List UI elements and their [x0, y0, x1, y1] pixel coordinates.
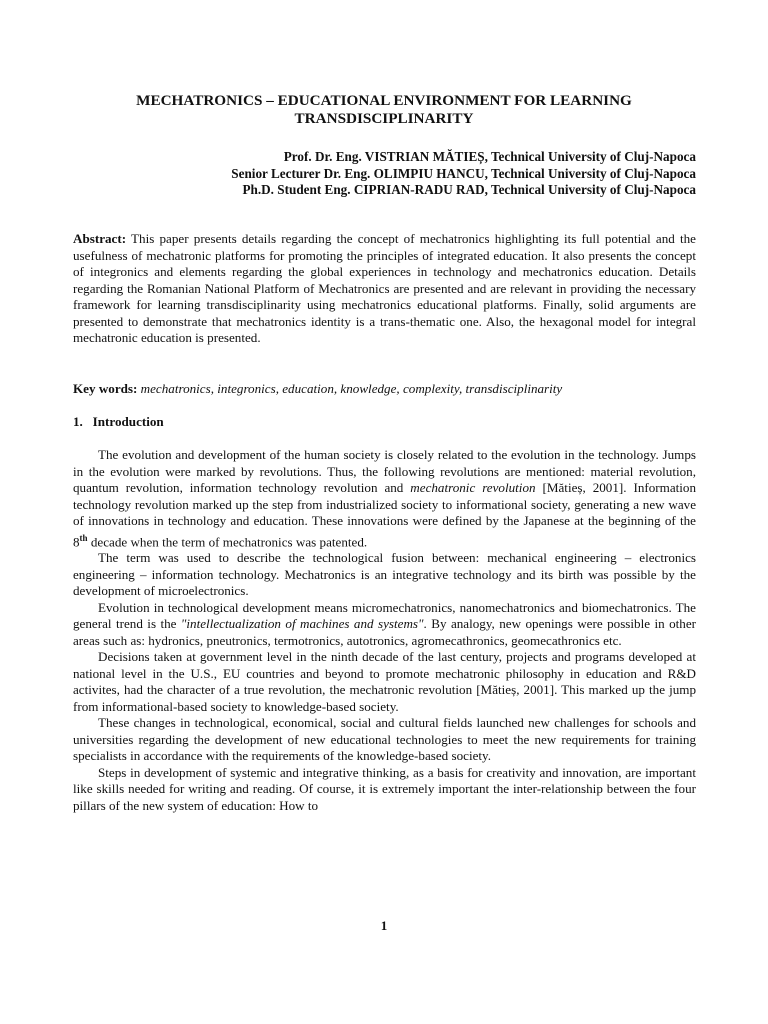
keywords-label: Key words:	[73, 381, 138, 396]
title-line-2: TRANSDISCIPLINARITY	[294, 110, 474, 127]
author-list	[231, 149, 696, 199]
paragraph-6: Steps in development of systemic and integrative thinking, as a basis for creativity and innovation, are important like skills needed for writing and reading. Of course, it is extremely important the inter-relationship between the four pillars of the new system of education: How to	[73, 764, 696, 813]
p1-italic: mechatronic revolution	[410, 480, 536, 495]
abstract-label: Abstract:	[73, 231, 127, 246]
section-heading: 1. Introduction	[73, 414, 164, 429]
title-line-1: MECHATRONICS – EDUCATIONAL ENVIRONMENT FOR LEARNING	[136, 92, 632, 109]
page-number: 1	[380, 918, 388, 933]
paragraph-5: These changes in technological, economical, social and cultural fields launched new challenges for schools and universities regarding the development of new educational technologies to meet the new requirements for training specialists in accordance with the requirements of the knowledge-based society.	[73, 715, 696, 764]
keywords	[73, 381, 696, 398]
author-3: Ph.D. Student Eng. CIPRIAN-RADU RAD, Technical University of Cluj-Napoca	[242, 182, 696, 197]
paragraph-2: The term was used to describe the technological fusion between: mechanical engineering – electronics engineering – information technology. Mechatronics is an integrative technology and its birth was possible by the development of microelectronics.	[73, 550, 696, 599]
introduction-body	[73, 447, 696, 814]
abstract	[73, 231, 696, 347]
author-1: Prof. Dr. Eng. VISTRIAN MĂTIEȘ, Technical University of Cluj-Napoca	[283, 149, 696, 164]
keywords-text: mechatronics, integronics, education, knowledge, complexity, transdisciplinarity	[140, 381, 563, 396]
paragraph-1	[73, 447, 696, 550]
p1-text-b: [Mătieș, 2001]. Information technology revolution marked up the step from industrialized society to informational society, generating a new wave of innovations in technology and education. These innovations were defined by the Japanese at the beginning of the 8	[73, 480, 697, 549]
p3-text-b: . By analogy, new openings were possible in other areas such as: hydronics, pneutronics, termotronics, autotronics, agromecathronics, geomecathronics etc.	[73, 616, 696, 648]
p3-italic: "intellectualization of machines and systems"	[180, 616, 424, 632]
p1-superscript: th	[79, 532, 88, 543]
paragraph-3	[73, 600, 696, 650]
paragraph-4: Decisions taken at government level in the ninth decade of the last century, projects and programs developed at national level in the U.S., EU countries and beyond to promote mechatronic philosophy in education and R&D activites, had the character of a true revolution, the mechatronic revolution [Mătieș, 2001]. This marked up the jump from informational-based society to knowledge-based society.	[73, 649, 696, 714]
p1-text-a: The evolution and development of the human society is closely related to the evolution in the technology. Jumps in the evolution were marked by revolutions. Thus, the following revolutions are mentioned: material revolution, quantum revolution, information technology revolution and	[73, 447, 696, 495]
p3-text-a: Evolution in technological development means micromechatronics, nanomechatronics and biomechatronics. The general trend is the	[73, 599, 696, 632]
abstract-text: This paper presents details regarding the concept of mechatronics highlighting its full potential and the usefulness of mechatronic platforms for promoting the principles of integrated education. It also presents the concept of integronics and elements regarding the global experiences in technology and mechatronics education. Details regarding the Romanian National Platform of Mechatronics are presented and are relevant in providing the necessary framework for learning transdisciplinarity using mechatronics educational platforms. Finally, solid arguments are presented to demonstrate that mechatronics identity is a trans-thematic one. Also, the hexagonal model for integral mechatronic education is presented.	[73, 231, 696, 345]
p1-text-c: decade when the term of mechatronics was patented.	[87, 533, 368, 549]
paper-title	[70, 92, 698, 128]
author-2: Senior Lecturer Dr. Eng. OLIMPIU HANCU, Technical University of Cluj-Napoca	[231, 165, 696, 181]
